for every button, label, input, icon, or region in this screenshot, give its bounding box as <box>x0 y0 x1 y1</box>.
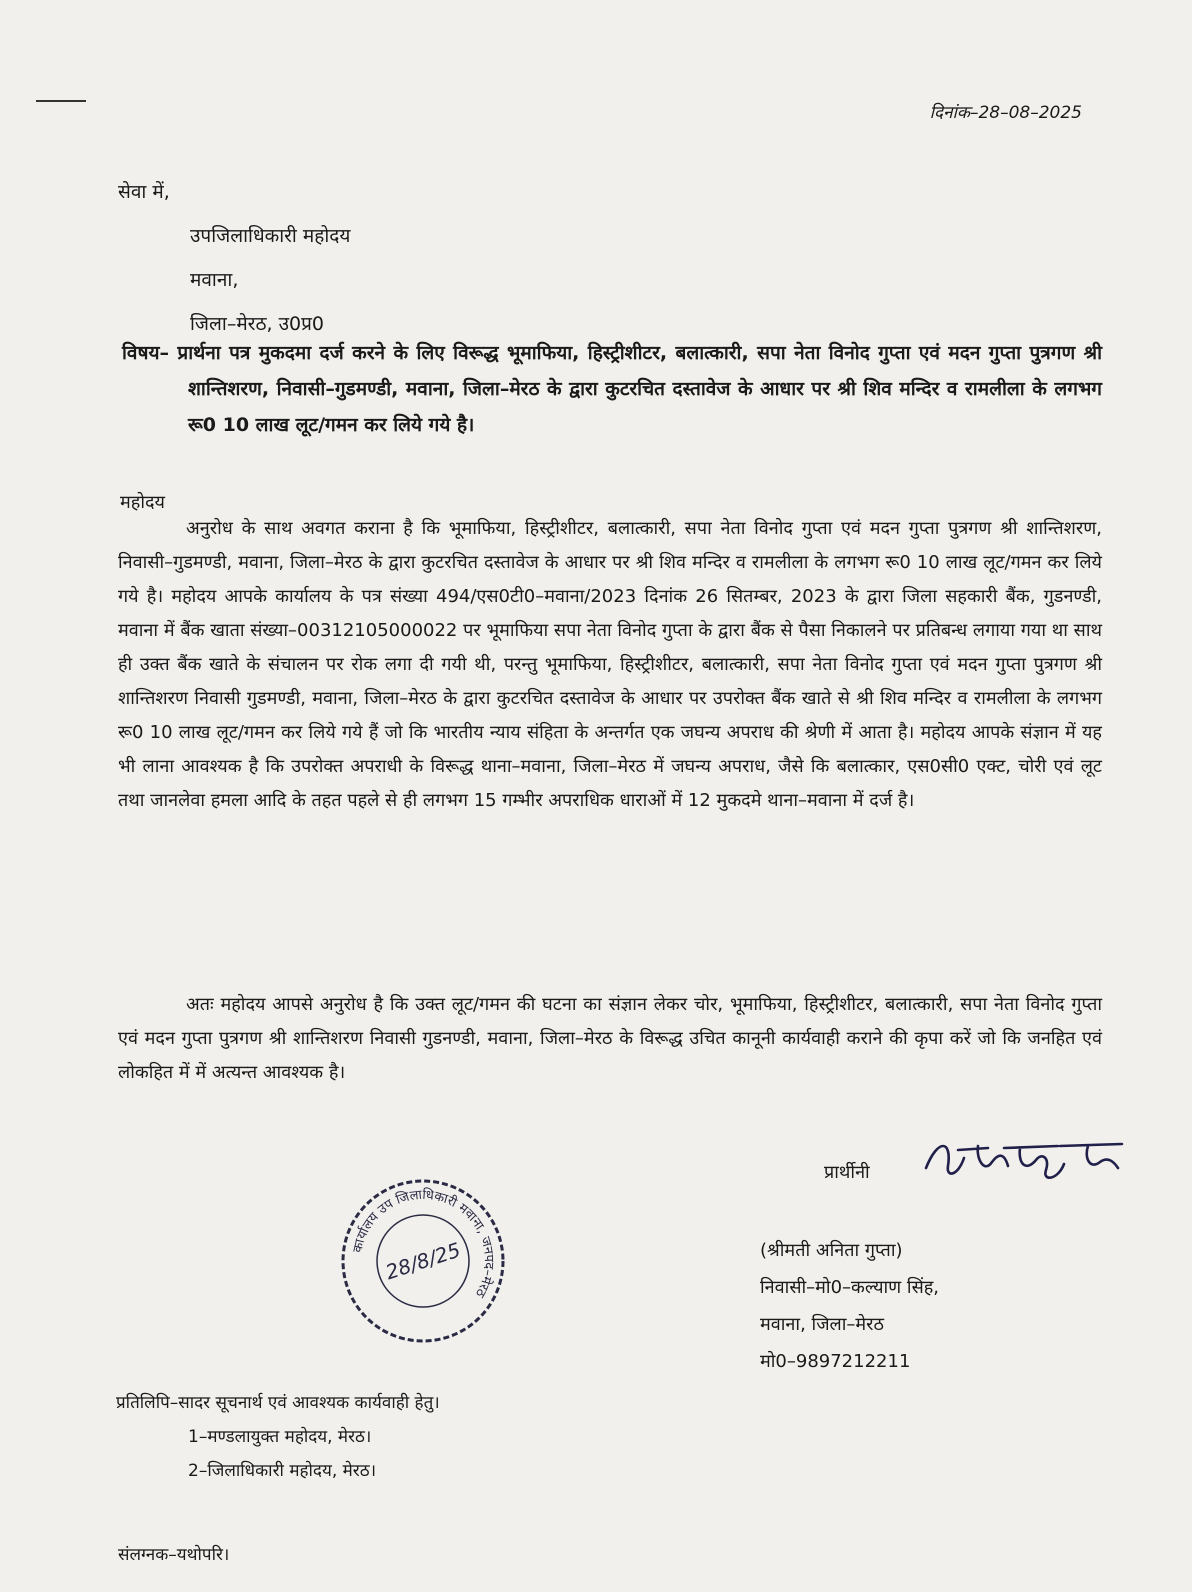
copy-item-1: 1–मण्डलायुक्त महोदय, मेरठ। <box>188 1427 372 1447</box>
copy-to-block <box>116 1386 440 1488</box>
address-line-1: उपजिलाधिकारी महोदय <box>190 225 351 247</box>
scan-mark <box>36 100 86 102</box>
sender-address-2: मवाना, जिला–मेरठ <box>760 1314 884 1335</box>
recipient-address <box>118 170 350 346</box>
letter-date: दिनांक–28–08–2025 <box>929 103 1082 123</box>
address-line-2: मवाना, <box>190 269 239 291</box>
copy-heading: प्रतिलिपि–सादर सूचनार्थ एवं आवश्यक कार्यवाही हेतु। <box>116 1393 440 1413</box>
body-paragraph-1: अनुरोध के साथ अवगत कराना है कि भूमाफिया, हिस्ट्रीशीटर, बलात्कारी, सपा नेता विनोद गुप्ता एवं मदन गुप्ता पुत्रगण श्री शान्तिशरण, निवासी–गुडमण्डी, मवाना, जिला–मेरठ के द्वारा कुटरचित दस्तावेज के आधार पर श्री शिव मन्दिर व रामलीला के लगभग रू0 10 लाख लूट/गमन कर लिये गये है। महोदय आपके कार्यालय के पत्र संख्या 494/एस0टी0–मवाना/2023 दिनांक 26 सितम्बर, 2023 के द्वारा जिला सहकारी बैंक, गुडनण्डी, मवाना में बैंक खाता संख्या–00312105000022 पर भूमाफिया सपा नेता विनोद गुप्ता के द्वारा बैंक से पैसा निकालने पर प्रतिबन्ध लगाया गया था साथ ही उक्त बैंक खाते के संचालन पर रोक लगा दी गयी थी, परन्तु भूमाफिया, हिस्ट्रीशीटर, बलात्कारी, सपा नेता विनोद गुप्ता एवं मदन गुप्ता पुत्रगण श्री शान्तिशरण निवासी गुडमण्डी, मवाना, जिला–मेरठ के द्वारा कुटरचित दस्तावेज के आधार पर उपरोक्त बैंक खाते से श्री शिव मन्दिर व रामलीला के लगभग रू0 10 लाख लूट/गमन कर लिये गये हैं जो कि भारतीय न्याय संहिता के अन्तर्गत एक जघन्य अपराध की श्रेणी में आता है। महोदय आपके संज्ञान में यह भी लाना आवश्यक है कि उपरोक्त अपराधी के विरूद्ध थाना–मवाना, जिला–मेरठ में जघन्य अपराध, जैसे कि बलात्कार, एस0सी0 एक्ट, चोरी एवं लूट तथा जानलेवा हमला आदि के तहत पहले से ही लगभग 15 गम्भीर अपराधिक धाराओं में 12 मुकदमे थाना–मवाना में दर्ज है। <box>118 518 1102 811</box>
stamp-date: 28/8/25 <box>382 1237 464 1285</box>
office-stamp-image <box>338 1176 508 1346</box>
signature-image <box>918 1128 1138 1198</box>
sender-name: (श्रीमती अनिता गुप्ता) <box>760 1240 903 1261</box>
copy-item-2: 2–जिलाधिकारी महोदय, मेरठ। <box>188 1461 377 1481</box>
body-paragraph-2: अतः महोदय आपसे अनुरोध है कि उक्त लूट/गमन की घटना का संज्ञान लेकर चोर, भूमाफिया, हिस्ट्रीशीटर, बलात्कारी, सपा नेता विनोद गुप्ता एवं मदन गुप्ता पुत्रगण श्री शान्तिशरण निवासी गुडनण्डी, मवाना, जिला–मेरठ के विरूद्ध उचित कानूनी कार्यवाही कराने की कृपा करें जो कि जनहित एवं लोकहित में में अत्यन्त आवश्यक है। <box>118 994 1102 1083</box>
sender-mobile: मो0–9897212211 <box>760 1351 911 1372</box>
sender-address-1: निवासी–मो0–कल्याण सिंह, <box>760 1277 940 1298</box>
address-to: सेवा में, <box>118 181 170 203</box>
sender-block <box>760 1232 939 1380</box>
applicant-label: प्रार्थीनी <box>824 1162 870 1183</box>
stamp-text: कार्यालय उप जिलाधिकारी मवाना, जनपद–मेरठ <box>350 1187 497 1300</box>
annexure-note: संलग्नक–यथोपरि। <box>118 1545 230 1565</box>
address-line-3: जिला–मेरठ, उ0प्र0 <box>190 313 324 335</box>
subject-line: विषय– प्रार्थना पत्र मुकदमा दर्ज करने के लिए विरूद्ध भूमाफिया, हिस्ट्रीशीटर, बलात्कारी, सपा नेता विनोद गुप्ता एवं मदन गुप्ता पुत्रगण श्री शान्तिशरण, निवासी–गुडमण्डी, मवाना, जिला–मेरठ के द्वारा कुटरचित दस्तावेज के आधार पर श्री शिव मन्दिर व रामलीला के लगभग रू0 10 लाख लूट/गमन कर लिये गये है। <box>122 342 1102 436</box>
salutation: महोदय <box>120 492 165 513</box>
